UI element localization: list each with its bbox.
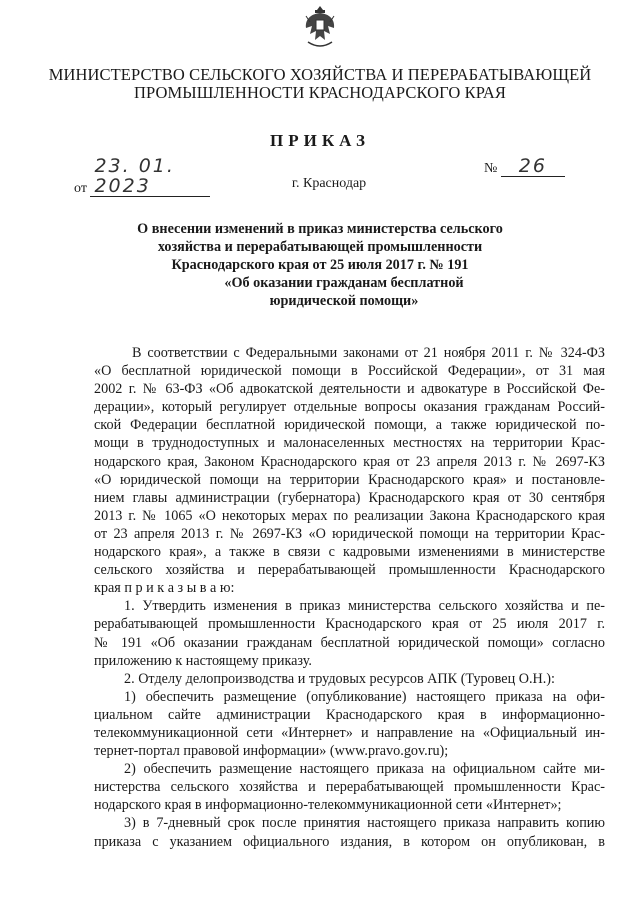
body-line: края п р и к а з ы в а ю:	[94, 580, 235, 597]
body-line: мощи в труднодоступных и малонаселенных местностях на территории Крас-	[94, 435, 605, 452]
body-line: ской Федерации бесплатной юридической помощи, а также юридической по-	[94, 417, 605, 434]
heading-line: юридической помощи»	[269, 293, 419, 309]
order-heading	[60, 220, 580, 310]
body-line: «О бесплатной юридической помощи в Российской Федерации», от 31 мая	[94, 363, 605, 380]
heading-line: «Об оказании гражданам бесплатной	[224, 275, 464, 291]
body-line: «О юридической помощи на территории Краснодарского края» и постановле-	[94, 471, 605, 488]
heading-line: хозяйства и перерабатывающей промышленности	[157, 239, 483, 255]
body-line: № 191 «Об оказании гражданам бесплатной юридической помощи» согласно	[94, 634, 605, 651]
city: г. Краснодар	[291, 176, 367, 191]
body-line: нодарского края в информационно-телекоммуникационной сети «Интернет»;	[94, 797, 562, 814]
ministry-line: МИНИСТЕРСТВО СЕЛЬСКОГО ХОЗЯЙСТВА И ПЕРЕРАБАТЫВАЮЩЕЙ	[48, 65, 592, 84]
order-title: ПРИКАЗ	[270, 131, 370, 150]
body-line: от 23 апреля 2013 г. № 2697-КЗ «О юридической помощи на территории Крас-	[94, 525, 605, 542]
body-line: 3) в 7-дневный срок после принятия настоящего приказа направить копию	[124, 815, 605, 832]
order-body	[94, 344, 605, 851]
body-line: 1. Утвердить изменения в приказ министерства сельского хозяйства и пе-	[124, 598, 605, 615]
body-line: В соответствии с Федеральными законами от 21 ноября 2011 г. № 324-ФЗ	[132, 345, 605, 361]
body-line: сельского хозяйства и перерабатывающей промышленности Краснодарского	[94, 562, 605, 579]
body-line: нодарского края, Законом Краснодарского края от 23 апреля 2013 г. № 2697-КЗ	[94, 453, 605, 470]
heading-line: О внесении изменений в приказ министерства сельского	[137, 221, 503, 237]
body-line: тернет-портал правовой информации» (www.pravo.gov.ru);	[94, 743, 449, 760]
body-line: рерабатывающей промышленности Краснодарского края от 25 июля 2017 г.	[94, 616, 605, 633]
body-line: 2013 г. № 1065 «О некоторых мерах по реализации Закона Краснодарского края	[94, 507, 605, 524]
number-prefix: №	[484, 161, 498, 176]
body-line: 2) обеспечить размещение настоящего приказа на официальном сайте ми-	[124, 761, 605, 778]
handwritten-date: 23. 01. 2023	[90, 156, 210, 197]
order-number	[484, 156, 565, 177]
body-line: дерации», который регулирует отдельные вопросы оказания гражданам Россий-	[94, 399, 605, 416]
date-prefix: от	[74, 181, 87, 196]
ministry-name	[40, 66, 600, 102]
ministry-line: ПРОМЫШЛЕННОСТИ КРАСНОДАРСКОГО КРАЯ	[133, 83, 507, 102]
body-line: приложению к настоящему приказу.	[94, 652, 312, 669]
body-line: приказа с указанием официального издания, в котором он опубликован, в	[94, 833, 605, 850]
coat-of-arms-icon	[302, 4, 338, 50]
body-line: 1) обеспечить размещение (опубликование) настоящего приказа на офи-	[124, 688, 605, 705]
body-line: 2002 г. № 63-ФЗ «Об адвокатской деятельности и адвокатуре в Российской Фе-	[94, 381, 605, 398]
body-line: 2. Отделу делопроизводства и трудовых ресурсов АПК (Туровец О.Н.):	[124, 670, 555, 687]
body-line: нистерства сельского хозяйства и перерабатывающей промышленности Крас-	[94, 779, 605, 796]
body-line: телекоммуникационной сети «Интернет» и направление на «Официальный ин-	[94, 724, 605, 741]
handwritten-number: 26	[501, 156, 565, 177]
body-line: циальном сайте администрации Краснодарского края в информационно-	[94, 706, 605, 723]
heading-line: Краснодарского края от 25 июля 2017 г. № 191	[171, 257, 469, 273]
body-line: нодарского края», а также в связи с кадровыми изменениями в министерстве	[94, 544, 605, 561]
body-line: нием главы администрации (губернатора) Краснодарского края от 30 сентября	[94, 489, 605, 506]
